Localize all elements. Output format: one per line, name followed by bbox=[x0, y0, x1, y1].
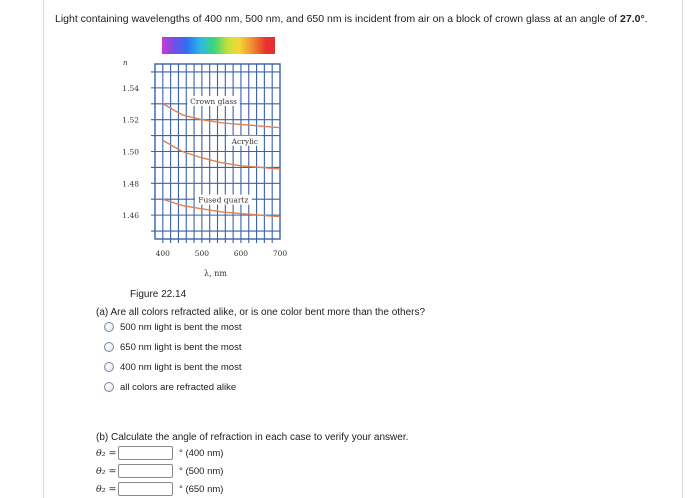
option-label: 500 nm light is bent the most bbox=[120, 321, 242, 333]
y-tick-label: 1.50 bbox=[122, 147, 139, 157]
option-650nm[interactable] bbox=[104, 340, 241, 354]
theta-label: θ₂ = bbox=[96, 465, 117, 477]
figure-caption: Figure 22.14 bbox=[130, 289, 187, 300]
question-text bbox=[55, 13, 675, 26]
unit-label: ° (400 nm) bbox=[179, 447, 224, 459]
y-axis-label: n bbox=[123, 59, 128, 67]
x-tick-label: 500 bbox=[194, 249, 210, 258]
radio-button[interactable] bbox=[104, 322, 114, 332]
theta-label: θ₂ = bbox=[96, 483, 117, 495]
series-label: Fused quartz bbox=[198, 195, 249, 205]
radio-button[interactable] bbox=[104, 362, 114, 372]
series-label: Acrylic bbox=[231, 136, 259, 146]
y-tick-label: 1.52 bbox=[122, 115, 139, 125]
unit-label: ° (650 nm) bbox=[179, 483, 224, 495]
series-label: Crown glass bbox=[190, 96, 238, 106]
incident-angle: 27.0° bbox=[620, 13, 645, 25]
option-400nm[interactable] bbox=[104, 360, 241, 374]
y-tick-label: 1.54 bbox=[122, 83, 139, 93]
x-tick-label: 400 bbox=[155, 249, 170, 258]
option-label: all colors are refracted alike bbox=[120, 381, 237, 393]
angle-input-650nm[interactable] bbox=[118, 482, 173, 496]
radio-button[interactable] bbox=[104, 382, 114, 392]
y-tick-label: 1.46 bbox=[122, 211, 139, 221]
visible-spectrum-bar bbox=[162, 37, 275, 54]
option-label: 650 nm light is bent the most bbox=[120, 341, 242, 353]
angle-input-500nm[interactable] bbox=[118, 464, 173, 478]
theta-label: θ₂ = bbox=[96, 447, 117, 459]
x-tick-label: 600 bbox=[233, 249, 249, 258]
answer-row-400nm bbox=[96, 445, 223, 461]
answer-row-500nm bbox=[96, 463, 223, 479]
dispersion-chart bbox=[120, 55, 295, 285]
unit-label: ° (500 nm) bbox=[179, 465, 224, 477]
y-tick-label: 1.48 bbox=[122, 179, 139, 189]
x-tick-label: 700 bbox=[272, 249, 288, 258]
option-label: 400 nm light is bent the most bbox=[120, 361, 242, 373]
radio-button[interactable] bbox=[104, 342, 114, 352]
part-a-prompt: (a) Are all colors refracted alike, or is one color bent more than the others? bbox=[96, 307, 426, 318]
option-500nm[interactable] bbox=[104, 320, 241, 334]
answer-row-650nm bbox=[96, 481, 223, 497]
question-period: . bbox=[644, 13, 648, 25]
question-body: Light containing wavelengths of 400 nm, 500 nm, and 650 nm is incident from air on a block of crown glass at an angle of bbox=[55, 13, 621, 25]
option-all-alike[interactable] bbox=[104, 380, 236, 394]
x-axis-label: λ, nm bbox=[204, 269, 227, 278]
part-b-prompt: (b) Calculate the angle of refraction in each case to verify your answer. bbox=[96, 432, 409, 443]
angle-input-400nm[interactable] bbox=[118, 446, 173, 460]
